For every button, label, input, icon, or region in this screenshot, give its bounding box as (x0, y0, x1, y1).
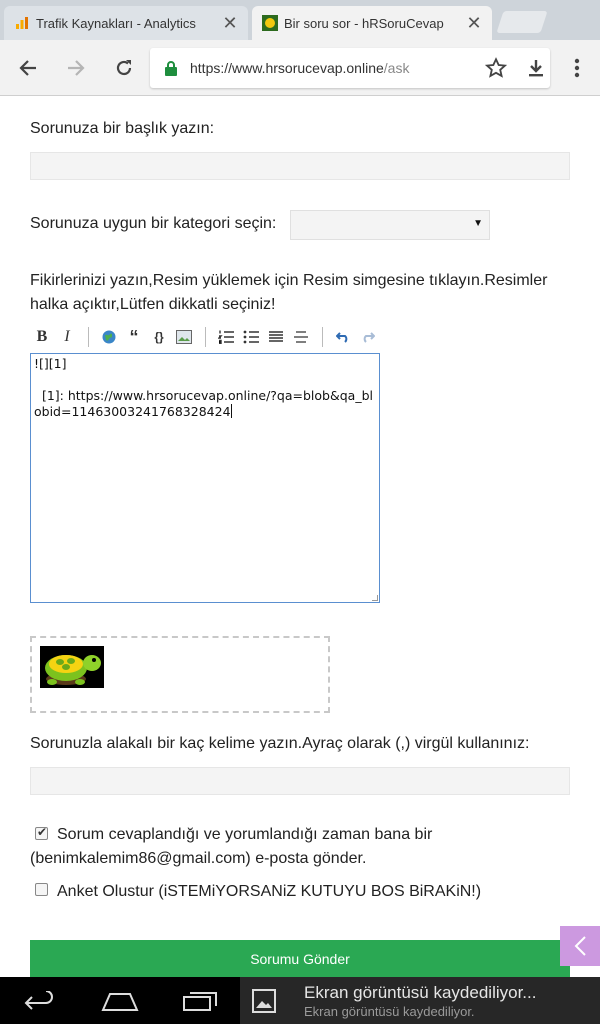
globe-icon (101, 329, 117, 345)
toolbar-divider (322, 327, 323, 347)
bold-button[interactable]: B (36, 328, 48, 345)
tags-label: Sorunuzla alakalı bir kaç kelime yazın.Ayraç olarak (,) virgül kullanınız: (30, 735, 530, 752)
url-text: https://www.hrsorucevap.online/ask (190, 60, 410, 76)
forward-icon[interactable] (62, 54, 90, 82)
browser-tab-strip (0, 0, 600, 40)
notify-label-line-2: (benimkalemim86@gmail.com) e-posta gönder. (30, 850, 367, 867)
resize-handle[interactable] (372, 595, 378, 601)
title-input[interactable] (30, 152, 570, 180)
reload-icon[interactable] (110, 54, 138, 82)
quote-button[interactable]: “ (129, 326, 139, 347)
browser-toolbar (0, 40, 600, 96)
image-button[interactable] (172, 326, 196, 348)
submit-button[interactable]: Sorumu Gönder (30, 940, 570, 977)
tab-ask-question[interactable] (252, 6, 492, 40)
poll-checkbox[interactable] (35, 883, 48, 896)
chevron-left-icon (573, 935, 587, 957)
notification-title: Ekran görüntüsü kaydediliyor... (304, 983, 537, 1002)
bookmark-star-icon[interactable] (482, 54, 510, 82)
tags-input[interactable] (30, 767, 570, 795)
code-button[interactable]: {} (154, 330, 164, 344)
poll-label: Anket Olustur (iSTEMiYORSANiZ KUTUYU BOS BiRAKiN!) (57, 883, 482, 900)
heading-button[interactable] (264, 326, 288, 348)
notification-text: Ekran görüntüsü kaydediliyor. (304, 1004, 475, 1019)
new-tab-button[interactable] (496, 11, 547, 33)
dropdown-arrow-icon: ▼ (473, 218, 483, 229)
category-label: Sorunuza uygun bir kategori seçin: (30, 215, 277, 232)
redo-button[interactable] (356, 326, 380, 348)
toolbar-divider (205, 327, 206, 347)
bullet-list-icon (243, 330, 259, 344)
lock-icon (164, 60, 178, 76)
italic-button[interactable]: I (64, 328, 70, 345)
turtle-icon (40, 646, 104, 688)
menu-icon[interactable] (563, 54, 591, 82)
tab-title: Trafik Kaynakları - Analytics (36, 15, 196, 31)
ordered-list-icon (218, 330, 234, 344)
horizontal-rule-icon (293, 330, 309, 344)
editor-toolbar (30, 325, 410, 349)
nav-recents-icon[interactable] (180, 985, 220, 1017)
link-button[interactable] (97, 326, 121, 348)
horizontal-rule-button[interactable] (289, 326, 313, 348)
heading-icon (268, 330, 284, 344)
toolbar-divider (88, 327, 89, 347)
redo-icon (361, 331, 375, 343)
nav-home-icon[interactable] (100, 985, 140, 1017)
uploaded-image-thumbnail[interactable] (40, 646, 104, 688)
content-label-line-1: Fikirlerinizi yazın,Resim yüklemek için Resim simgesine tıklayın.Resimler (30, 272, 548, 289)
download-icon[interactable] (522, 54, 550, 82)
undo-button[interactable] (331, 326, 355, 348)
image-icon (252, 989, 276, 1013)
notify-label-line-1: Sorum cevaplandığı ve yorumlandığı zaman bana bir (57, 826, 433, 843)
content-label-line-2: halka açıktır,Lütfen dikkatli seçiniz! (30, 296, 276, 313)
site-favicon-icon (262, 15, 278, 31)
android-nav-bar (0, 977, 600, 1024)
question-editor[interactable] (30, 353, 380, 603)
text-caret (231, 404, 232, 418)
tab-title: Bir soru sor - hRSoruCevap (284, 15, 444, 31)
undo-icon (336, 331, 350, 343)
editor-line-1: ![][1] (34, 356, 67, 371)
side-panel-toggle[interactable] (560, 926, 600, 966)
ordered-list-button[interactable] (214, 326, 238, 348)
editor-line-2: [1]: https://www.hrsorucevap.online/?qa=blob&qa_blobid=11463003241768328424 (34, 388, 373, 419)
title-label: Sorunuza bir başlık yazın: (30, 120, 215, 137)
page-content (0, 97, 600, 977)
close-tab-icon[interactable]: ✕ (466, 12, 482, 33)
screenshot-notification[interactable] (240, 977, 600, 1024)
category-select[interactable] (290, 210, 490, 240)
analytics-favicon-icon (14, 15, 30, 31)
image-upload-zone[interactable] (30, 636, 330, 713)
image-icon (176, 330, 192, 344)
back-icon[interactable] (14, 54, 42, 82)
bullet-list-button[interactable] (239, 326, 263, 348)
notify-checkbox[interactable] (35, 827, 48, 840)
close-tab-icon[interactable]: ✕ (222, 12, 238, 33)
tab-analytics[interactable] (4, 6, 248, 40)
nav-back-icon[interactable] (20, 985, 60, 1017)
